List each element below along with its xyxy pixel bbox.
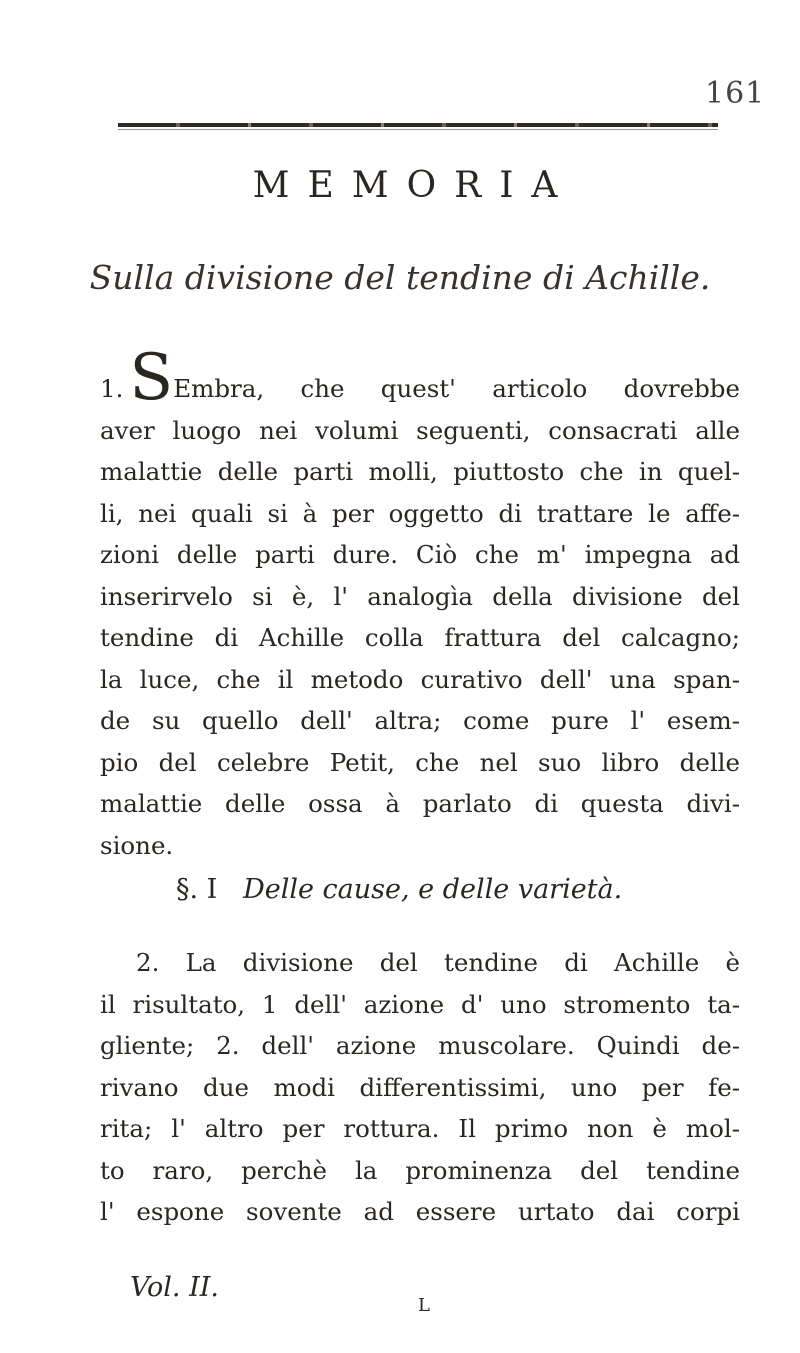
- text-line: 2. La divisione del tendine di Achille è: [136, 948, 740, 977]
- header-rule: [118, 123, 718, 127]
- paragraph-2: [100, 942, 740, 1233]
- section-title: Delle cause, e delle varietà.: [243, 874, 623, 905]
- paragraph-number: 1.: [100, 374, 124, 403]
- paragraph-1-line: [100, 341, 740, 415]
- text-line: pio del celebre Petit, che nel suo libro delle: [100, 747, 740, 777]
- text-line: tendine di Achille colla frattura del calcagno;: [100, 623, 740, 652]
- text-line: sione.: [100, 830, 174, 860]
- text-line: Embra, che quest' articolo dovrebbe: [173, 374, 740, 403]
- section-heading: [176, 874, 622, 905]
- page-number: 161: [705, 76, 766, 111]
- footer-signature: L: [418, 1295, 430, 1316]
- text-line: il risultato, 1 dell' azione d' uno stromento ta-: [100, 989, 740, 1019]
- text-line: malattie delle parti molli, piuttosto che in quel-: [100, 457, 740, 486]
- article-title: MEMORIA: [252, 165, 576, 206]
- text-line: rivano due modi differentissimi, uno per fe-: [100, 1072, 740, 1102]
- drop-cap: S: [129, 341, 174, 415]
- text-line: malattie delle ossa à parlato di questa divi-: [100, 789, 740, 818]
- text-line: rita; l' altro per rottura. Il primo non è mol-: [100, 1114, 740, 1143]
- text-line: aver luogo nei volumi seguenti, consacrati alle: [100, 415, 740, 445]
- text-line: to raro, perchè la prominenza del tendine: [100, 1155, 740, 1185]
- text-line: la luce, che il metodo curativo dell' una span-: [100, 664, 740, 694]
- text-line: inserirvelo si è, l' analogìa della divisione del: [100, 581, 740, 611]
- footer-volume: Vol. II.: [130, 1272, 219, 1303]
- article-subtitle: Sulla divisione del tendine di Achille.: [89, 258, 711, 297]
- text-line: l' espone sovente ad essere urtato dai corpi: [100, 1197, 740, 1226]
- text-line: de su quello dell' altra; come pure l' esem-: [100, 706, 740, 735]
- text-line: gliente; 2. dell' azione muscolare. Quindi de-: [100, 1031, 740, 1060]
- text-line: li, nei quali si à per oggetto di trattare le affe-: [100, 498, 740, 528]
- paragraph-1: [100, 341, 740, 866]
- text-line: zioni delle parti dure. Ciò che m' impegna ad: [100, 540, 740, 569]
- header-rule-thin: [118, 129, 718, 130]
- section-symbol: §. I: [176, 874, 218, 905]
